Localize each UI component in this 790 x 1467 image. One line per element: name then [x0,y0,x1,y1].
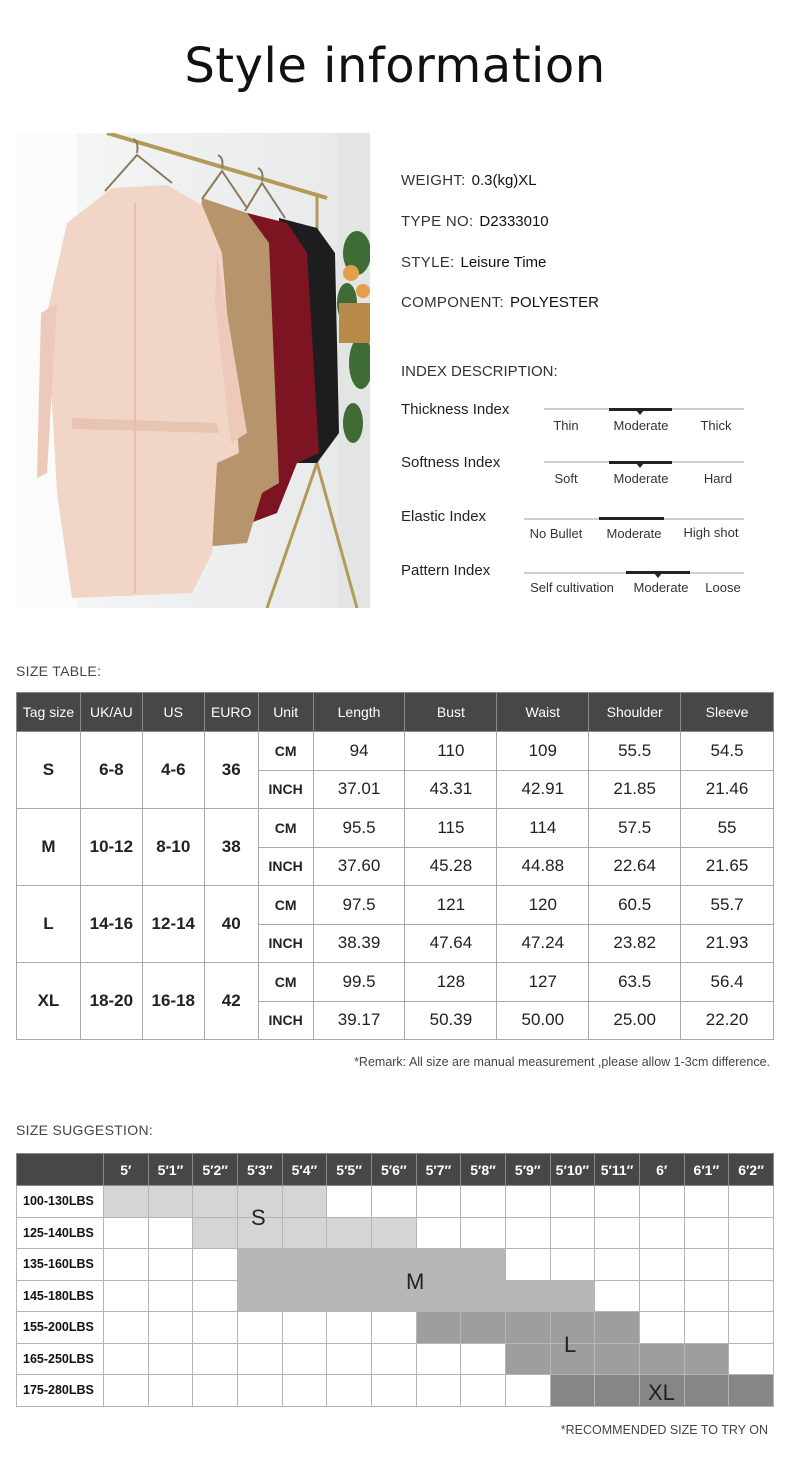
measure-cell: 55 [681,809,774,848]
fit-cell [684,1249,729,1281]
measure-cell: 127 [497,963,589,1002]
spec-value: D2333010 [479,213,549,230]
unit-cell: CM [258,732,313,771]
column-header: US [142,693,204,732]
index-option: High shot [683,525,739,540]
fit-cell [148,1312,193,1344]
fit-cell [505,1375,550,1407]
table-row [17,963,774,1002]
fit-cell [371,1186,416,1218]
measure-cell: 37.01 [313,770,405,809]
unit-cell: INCH [258,770,313,809]
column-header: Length [313,693,405,732]
fit-cell [193,1280,238,1312]
index-option: Hard [703,471,733,486]
measure-cell: 23.82 [589,924,681,963]
fit-cell [416,1343,461,1375]
index-option: Thin [553,418,579,433]
fit-cell [416,1217,461,1249]
euro-size-cell: 38 [204,809,258,886]
fit-cell [461,1280,506,1312]
index-option: Self cultivation [530,580,614,595]
height-header: 5′6″ [371,1154,416,1186]
fit-cell [505,1186,550,1218]
fit-cell [639,1312,684,1344]
page-title: Style information [184,38,606,94]
weight-cell: 145-180LBS [17,1280,104,1312]
height-header: 6′2″ [729,1154,774,1186]
fit-cell [729,1186,774,1218]
weight-cell: 125-140LBS [17,1217,104,1249]
tag-size-cell: S [17,732,81,809]
weight-cell: 135-160LBS [17,1249,104,1281]
fit-cell [639,1343,684,1375]
measure-cell: 42.91 [497,770,589,809]
fit-cell [639,1249,684,1281]
measure-cell: 54.5 [681,732,774,771]
us-size-cell: 12-14 [142,886,204,963]
measure-cell: 120 [497,886,589,925]
fit-cell [371,1217,416,1249]
weight-row [17,1312,774,1344]
measure-cell: 55.5 [589,732,681,771]
fit-cell [282,1312,327,1344]
measure-cell: 115 [405,809,497,848]
fit-cell [461,1343,506,1375]
fit-cell [550,1375,595,1407]
index-option: No Bullet [529,526,583,541]
measure-cell: 57.5 [589,809,681,848]
weight-row [17,1217,774,1249]
fit-cell [327,1249,372,1281]
column-header: Sleeve [681,693,774,732]
measure-cell: 60.5 [589,886,681,925]
fit-cell [684,1343,729,1375]
fit-cell [550,1217,595,1249]
index-option: Moderate [613,418,669,433]
height-header: 5′9″ [505,1154,550,1186]
fit-cell [104,1217,149,1249]
fit-cell [237,1312,282,1344]
fit-cell [104,1343,149,1375]
index-marker [654,573,662,578]
fit-cell [550,1186,595,1218]
measure-cell: 95.5 [313,809,405,848]
size-label-s: S [251,1205,266,1230]
index-name: Elastic Index [401,508,487,525]
measure-cell: 21.85 [589,770,681,809]
height-header: 5′8″ [461,1154,506,1186]
size-label-l: L [564,1332,577,1357]
spec-value: Leisure Time [460,254,547,271]
size-remark: *Remark: All size are manual measurement ,please allow 1-3cm difference. [354,1055,770,1069]
measure-cell: 22.20 [681,1001,774,1040]
fit-cell [104,1186,149,1218]
thickness-index [401,401,746,451]
fit-cell [193,1217,238,1249]
measure-cell: 21.93 [681,924,774,963]
height-header: 5′11″ [595,1154,640,1186]
height-header: 6′1″ [684,1154,729,1186]
measure-cell: 63.5 [589,963,681,1002]
fit-cell [148,1375,193,1407]
elastic-index [401,508,746,558]
fit-cell [639,1186,684,1218]
fit-cell [193,1375,238,1407]
index-option: Moderate [606,526,662,541]
fit-cell [282,1217,327,1249]
index-option: Loose [705,580,741,595]
index-marker [636,410,644,415]
uk-size-cell: 14-16 [80,886,142,963]
fit-cell [237,1280,282,1312]
fit-cell [505,1312,550,1344]
spec-label: WEIGHT: [401,172,466,189]
height-header: 5′5″ [327,1154,372,1186]
measure-cell: 94 [313,732,405,771]
fit-cell [684,1186,729,1218]
measure-cell: 128 [405,963,497,1002]
height-header: 5′3″ [237,1154,282,1186]
uk-size-cell: 10-12 [80,809,142,886]
us-size-cell: 8-10 [142,809,204,886]
height-header: 5′2″ [193,1154,238,1186]
index-selected-bar [599,517,664,520]
fit-cell [684,1312,729,1344]
measure-cell: 97.5 [313,886,405,925]
euro-size-cell: 40 [204,886,258,963]
measure-cell: 39.17 [313,1001,405,1040]
fit-cell [416,1186,461,1218]
height-header: 5′ [104,1154,149,1186]
fit-cell [550,1249,595,1281]
column-header: EURO [204,693,258,732]
fit-cell [148,1249,193,1281]
fit-cell [237,1375,282,1407]
column-header: Tag size [17,693,81,732]
measure-cell: 56.4 [681,963,774,1002]
index-option: Moderate [633,580,689,595]
pattern-index [401,562,746,612]
spec-label: STYLE: [401,254,455,271]
fit-cell [416,1375,461,1407]
size-label-m: M [406,1269,425,1294]
fit-cell [371,1375,416,1407]
fit-cell [729,1343,774,1375]
fit-cell [327,1280,372,1312]
measure-cell: 25.00 [589,1001,681,1040]
height-header: 5′7″ [416,1154,461,1186]
spec-label: TYPE NO: [401,213,474,230]
measure-cell: 43.31 [405,770,497,809]
corner-cell [17,1154,104,1186]
fit-cell [461,1312,506,1344]
fit-cell [729,1280,774,1312]
measure-cell: 114 [497,809,589,848]
fit-cell [327,1343,372,1375]
fit-cell [639,1217,684,1249]
size-table [16,692,774,1040]
unit-cell: CM [258,809,313,848]
fit-cell [416,1312,461,1344]
measure-cell: 44.88 [497,847,589,886]
euro-size-cell: 42 [204,963,258,1040]
fit-cell [595,1186,640,1218]
spec-value: 0.3(kg)XL [471,172,537,189]
weight-row [17,1280,774,1312]
measure-cell: 47.64 [405,924,497,963]
shirts-on-rack-image [17,133,370,608]
measure-cell: 38.39 [313,924,405,963]
spec-weight [401,172,537,189]
size-suggestion-table [16,1153,774,1407]
measure-cell: 50.00 [497,1001,589,1040]
fit-cell [684,1280,729,1312]
weight-cell: 155-200LBS [17,1312,104,1344]
fit-cell [104,1375,149,1407]
size-table-header [17,693,774,732]
tag-size-cell: M [17,809,81,886]
fit-cell [193,1186,238,1218]
fit-cell [327,1217,372,1249]
index-description-title: INDEX DESCRIPTION: [401,363,558,380]
fit-cell [282,1186,327,1218]
height-header-row [17,1154,774,1186]
size-table-label: SIZE TABLE: [16,663,102,679]
euro-size-cell: 36 [204,732,258,809]
fit-cell [729,1312,774,1344]
fit-cell [595,1312,640,1344]
fit-cell [595,1375,640,1407]
index-name: Softness Index [401,454,501,471]
tag-size-cell: XL [17,963,81,1040]
weight-cell: 175-280LBS [17,1375,104,1407]
fit-cell [237,1249,282,1281]
measure-cell: 109 [497,732,589,771]
fit-cell [193,1249,238,1281]
product-photo [17,133,370,608]
table-row [17,809,774,848]
fit-cell [327,1312,372,1344]
weight-cell: 165-250LBS [17,1343,104,1375]
fit-cell [148,1186,193,1218]
fit-cell [282,1343,327,1375]
spec-type-no [401,213,549,230]
index-option: Thick [700,418,732,433]
measure-cell: 47.24 [497,924,589,963]
fit-cell [505,1249,550,1281]
fit-cell [729,1217,774,1249]
fit-cell [595,1280,640,1312]
measure-cell: 21.65 [681,847,774,886]
fit-cell [684,1375,729,1407]
height-header: 6′ [639,1154,684,1186]
weight-cell: 100-130LBS [17,1186,104,1218]
table-row [17,732,774,771]
column-header: Shoulder [589,693,681,732]
table-row [17,886,774,925]
fit-cell [729,1375,774,1407]
measure-cell: 45.28 [405,847,497,886]
unit-cell: INCH [258,847,313,886]
measure-cell: 21.46 [681,770,774,809]
fit-cell [371,1343,416,1375]
fit-cell [595,1249,640,1281]
fit-cell [282,1280,327,1312]
index-name: Pattern Index [401,562,491,579]
weight-row [17,1186,774,1218]
fit-cell [237,1343,282,1375]
fit-cell [505,1217,550,1249]
column-header: Unit [258,693,313,732]
uk-size-cell: 18-20 [80,963,142,1040]
column-header: UK/AU [80,693,142,732]
column-header: Waist [497,693,589,732]
fit-cell [371,1312,416,1344]
fit-cell [282,1249,327,1281]
fit-cell [595,1343,640,1375]
fit-cell [104,1280,149,1312]
recommended-note: *RECOMMENDED SIZE TO TRY ON [560,1423,768,1437]
spec-component [401,294,599,311]
fit-cell [282,1375,327,1407]
fit-cell [729,1249,774,1281]
index-marker [636,463,644,468]
us-size-cell: 4-6 [142,732,204,809]
fit-cell [327,1186,372,1218]
measure-cell: 99.5 [313,963,405,1002]
fit-cell [148,1280,193,1312]
index-option: Moderate [613,471,669,486]
index-name: Thickness Index [401,401,510,418]
fit-cell [104,1249,149,1281]
us-size-cell: 16-18 [142,963,204,1040]
weight-row [17,1343,774,1375]
fit-cell [461,1249,506,1281]
tag-size-cell: L [17,886,81,963]
measure-cell: 22.64 [589,847,681,886]
fit-cell [104,1312,149,1344]
fit-cell [148,1343,193,1375]
fit-cell [327,1375,372,1407]
measure-cell: 55.7 [681,886,774,925]
height-header: 5′4″ [282,1154,327,1186]
fit-cell [461,1217,506,1249]
weight-row [17,1249,774,1281]
measure-cell: 37.60 [313,847,405,886]
unit-cell: INCH [258,1001,313,1040]
fit-cell [639,1280,684,1312]
spec-value: POLYESTER [510,294,599,311]
spec-style [401,254,546,271]
fit-cell [148,1217,193,1249]
fit-cell [550,1280,595,1312]
unit-cell: CM [258,963,313,1002]
size-suggestion-label: SIZE SUGGESTION: [16,1122,154,1138]
fit-cell [193,1312,238,1344]
fit-cell [595,1217,640,1249]
fit-cell [461,1375,506,1407]
unit-cell: INCH [258,924,313,963]
fit-cell [505,1280,550,1312]
fit-cell [461,1186,506,1218]
measure-cell: 110 [405,732,497,771]
height-header: 5′10″ [550,1154,595,1186]
uk-size-cell: 6-8 [80,732,142,809]
measure-cell: 50.39 [405,1001,497,1040]
softness-index [401,454,746,504]
fit-cell [684,1217,729,1249]
unit-cell: CM [258,886,313,925]
size-label-xl: XL [648,1380,675,1405]
height-header: 5′1″ [148,1154,193,1186]
measure-cell: 121 [405,886,497,925]
fit-cell [193,1343,238,1375]
spec-label: COMPONENT: [401,294,505,311]
column-header: Bust [405,693,497,732]
index-option: Soft [554,471,578,486]
fit-cell [505,1343,550,1375]
